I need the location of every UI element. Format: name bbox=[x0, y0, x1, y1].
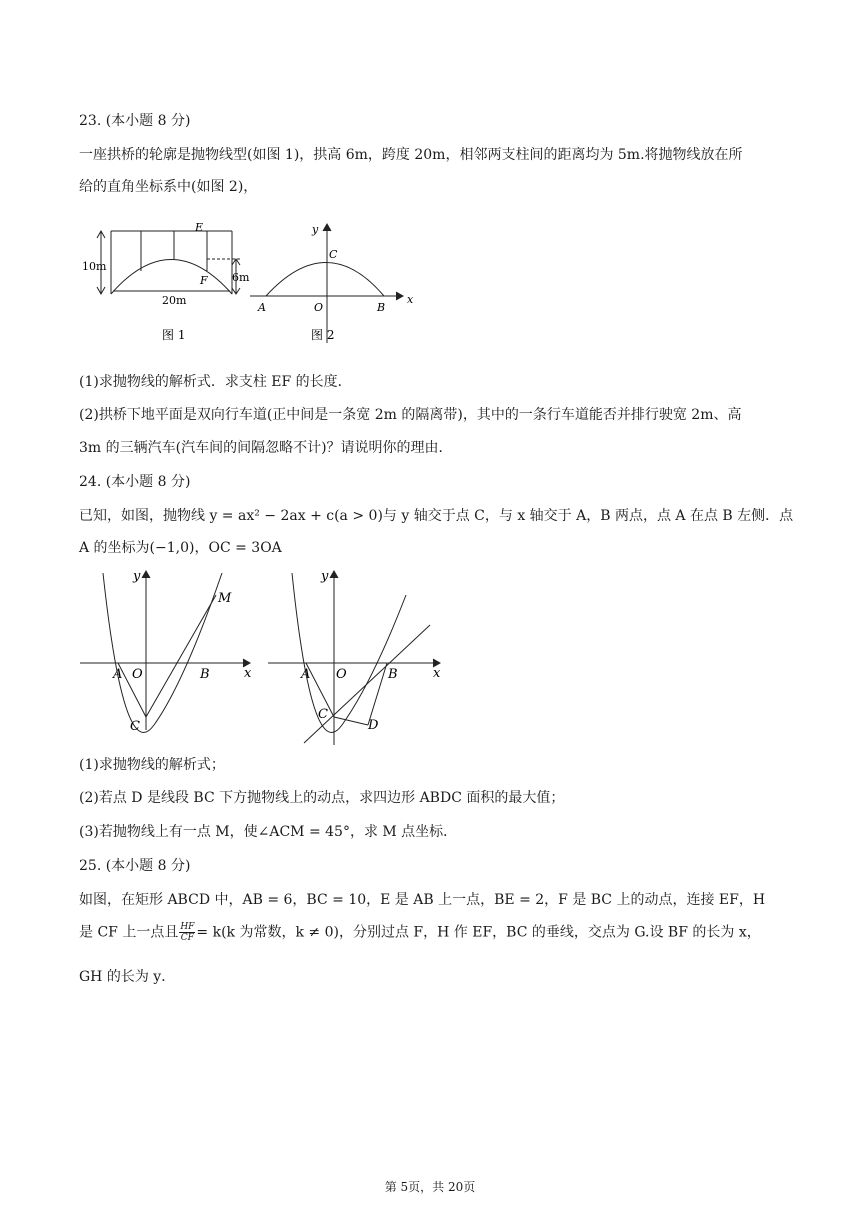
q24R-label-x: x bbox=[433, 666, 441, 681]
q23-text-line2: 给的直角坐标系中(如图 2)， bbox=[79, 179, 258, 195]
q23-text-line1: 一座拱桥的轮廓是抛物线型(如图 1)，拱高 6m，跨度 20m，相邻两支柱间的距离均为 5m.将抛物线放在所 bbox=[79, 147, 743, 163]
q24R-label-d: D bbox=[368, 718, 379, 733]
fraction-numerator: HF bbox=[180, 922, 195, 932]
q25-text-line3: GH 的长为 y． bbox=[79, 969, 176, 985]
q25-fraction bbox=[179, 922, 195, 943]
q24R-label-y: y bbox=[321, 569, 329, 584]
fig1-caption: 图 1 bbox=[162, 328, 186, 342]
q23-header: 23. (本小题 8 分) bbox=[79, 113, 191, 129]
q24R-label-c: C bbox=[318, 707, 328, 722]
q24L-label-b: B bbox=[200, 667, 210, 682]
fig1-label-f: F bbox=[200, 274, 208, 287]
fig1-label-e: E bbox=[195, 221, 204, 234]
coordinate-figure-2 bbox=[250, 224, 403, 343]
fig1-label-10m: 10m bbox=[82, 260, 107, 273]
fig2-caption: 图 2 bbox=[311, 328, 335, 342]
q23-part2-line1: (2)拱桥下地平面是双向行车道(正中间是一条宽 2m 的隔离带)，其中的一条行车道能否并排行驶宽 2m、高 bbox=[79, 407, 742, 423]
q24-figures bbox=[78, 565, 458, 750]
q24-part3: (3)若抛物线上有一点 M，使∠ACM = 45°，求 M 点坐标． bbox=[79, 824, 458, 840]
q24-right-figure bbox=[268, 571, 440, 745]
q24L-label-a: A bbox=[113, 667, 123, 682]
fig2-label-b: B bbox=[377, 301, 386, 314]
fig2-label-y: y bbox=[312, 223, 319, 236]
q23-figures bbox=[80, 218, 420, 348]
fig2-label-a: A bbox=[258, 301, 266, 314]
q24L-label-y: y bbox=[133, 569, 141, 584]
q24-text-line1: 已知，如图，抛物线 y = ax² − 2ax + c(a > 0)与 y 轴交于点 C，与 x 轴交于 A，B 两点，点 A 在点 B 左侧．点 bbox=[79, 508, 794, 524]
fig2-label-c: C bbox=[329, 248, 338, 261]
q24R-label-o: O bbox=[336, 667, 347, 682]
q23-part1: (1)求抛物线的解析式．求支柱 EF 的长度． bbox=[79, 374, 352, 390]
q25-line2-end: = k(k 为常数，k ≠ 0)，分别过点 F，H 作 EF，BC 的垂线，交点为 G.设 BF 的长为 x， bbox=[196, 924, 761, 941]
q24R-label-b: B bbox=[388, 667, 398, 682]
q24R-label-a: A bbox=[301, 667, 311, 682]
q24-part2: (2)若点 D 是线段 BC 下方抛物线上的动点，求四边形 ABDC 面积的最大值； bbox=[79, 790, 565, 806]
q24L-label-m: M bbox=[218, 591, 232, 606]
q23-part2-line2: 3m 的三辆汽车(汽车间的间隔忽略不计)？请说明你的理由． bbox=[79, 440, 453, 456]
q24L-label-x: x bbox=[244, 666, 252, 681]
bridge-figure-1 bbox=[97, 231, 240, 294]
q24L-label-o: O bbox=[132, 667, 143, 682]
fraction-denominator: CF bbox=[180, 933, 194, 943]
page-footer: 第 5页，共 20页 bbox=[384, 1180, 476, 1194]
q25-text-line1: 如图，在矩形 ABCD 中，AB = 6，BC = 10，E 是 AB 上一点，BE = 2，F 是 BC 上的动点，连接 EF，H bbox=[79, 892, 766, 908]
q24-header: 24. (本小题 8 分) bbox=[79, 474, 191, 490]
q25-header: 25. (本小题 8 分) bbox=[79, 858, 191, 874]
q25-line2-start: 是 CF 上一点且 bbox=[79, 924, 179, 941]
q24-text-line2: A 的坐标为(−1,0)，OC = 3OA bbox=[79, 540, 282, 556]
fig1-label-6m: 6m bbox=[232, 271, 250, 284]
q24-part1: (1)求抛物线的解析式； bbox=[79, 757, 225, 773]
fig1-label-20m: 20m bbox=[162, 294, 187, 307]
fig2-label-x: x bbox=[407, 293, 414, 306]
q25-text-line2 bbox=[79, 922, 791, 943]
fig2-label-o: O bbox=[314, 301, 324, 314]
q24L-label-c: C bbox=[130, 719, 140, 734]
